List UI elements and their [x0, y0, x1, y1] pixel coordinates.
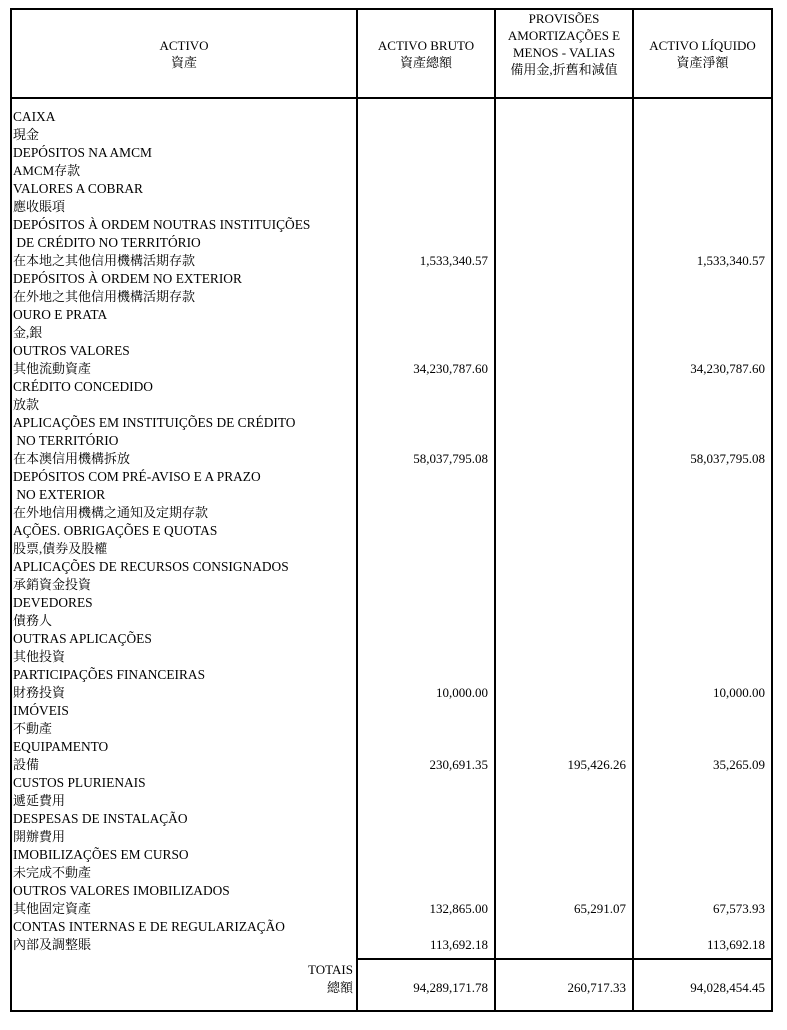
- row-label-zh: 遞延費用: [13, 793, 66, 808]
- totals-label-zh: 總額: [326, 980, 353, 995]
- row-label-zh: 在外地之其他信用機構活期存款: [13, 289, 196, 304]
- table-row: [12, 738, 771, 774]
- row-label-pt: CAIXA: [13, 109, 56, 124]
- row-label-pt-continued: NO EXTERIOR: [13, 487, 106, 502]
- row-label-pt: DEVEDORES: [13, 595, 93, 610]
- row-provisoes: 195,426.26: [567, 757, 626, 772]
- row-activo-bruto: 1,533,340.57: [419, 253, 488, 268]
- row-activo-liquido: 1,533,340.57: [696, 253, 765, 268]
- row-label-pt: CRÉDITO CONCEDIDO: [13, 379, 153, 394]
- row-label-pt: DEPÓSITOS À ORDEM NO EXTERIOR: [13, 271, 242, 286]
- row-label-zh: 放款: [13, 397, 40, 412]
- header-provisoes-line2: AMORTIZAÇÕES E: [507, 28, 621, 43]
- row-label-zh: 股票,債券及股權: [13, 541, 108, 556]
- row-label-pt: DEPÓSITOS COM PRÉ-AVISO E A PRAZO: [13, 469, 261, 484]
- row-label-zh: 其他投資: [13, 649, 66, 664]
- table-row: [12, 270, 771, 306]
- row-activo-bruto: 132,865.00: [429, 901, 488, 916]
- header-activo-label: ACTIVO: [159, 38, 209, 53]
- row-label-pt: EQUIPAMENTO: [13, 739, 109, 754]
- balance-sheet-table: [10, 8, 773, 1012]
- table-row: [12, 774, 771, 810]
- row-activo-liquido: 35,265.09: [713, 757, 765, 772]
- table-row: [12, 468, 771, 522]
- row-label-pt: VALORES A COBRAR: [13, 181, 143, 196]
- row-label-zh: 現金: [13, 127, 40, 142]
- row-activo-bruto: 58,037,795.08: [413, 451, 488, 466]
- header-liquido-label: ACTIVO LÍQUIDO: [649, 38, 756, 53]
- row-label-pt: DEPÓSITOS NA AMCM: [13, 145, 152, 160]
- table-row: [12, 846, 771, 882]
- header-liquido-label-zh: 資產淨額: [676, 55, 729, 70]
- row-label-pt: APLICAÇÕES EM INSTITUIÇÕES DE CRÉDITO: [13, 415, 296, 430]
- row-label-zh: 在本澳信用機構拆放: [13, 451, 131, 466]
- row-activo-bruto: 230,691.35: [429, 757, 488, 772]
- row-activo-liquido: 58,037,795.08: [690, 451, 765, 466]
- row-label-pt: OURO E PRATA: [13, 307, 108, 322]
- header-activo: [12, 10, 356, 98]
- row-label-zh: 在本地之其他信用機構活期存款: [13, 253, 196, 268]
- row-activo-liquido: 34,230,787.60: [690, 361, 765, 376]
- header-provisoes: [496, 10, 632, 98]
- totals-provisoes: 260,717.33: [567, 980, 626, 995]
- table-row: [12, 702, 771, 738]
- totals-label: TOTAIS: [308, 962, 353, 977]
- table-row: [12, 180, 771, 216]
- table-row: [12, 216, 771, 270]
- row-label-zh: 其他流動資產: [13, 361, 92, 376]
- header-provisoes-line1: PROVISÕES: [528, 11, 600, 26]
- row-label-pt: CONTAS INTERNAS E DE REGULARIZAÇÃO: [13, 919, 285, 934]
- table-row: [12, 522, 771, 558]
- header-liquido: [634, 10, 771, 98]
- row-label-zh: 金,銀: [13, 325, 43, 340]
- table-row: [12, 558, 771, 594]
- table-row: [12, 630, 771, 666]
- row-activo-liquido: 10,000.00: [713, 685, 765, 700]
- row-activo-bruto: 10,000.00: [436, 685, 488, 700]
- row-label-pt: PARTICIPAÇÕES FINANCEIRAS: [13, 667, 206, 682]
- header-activo-label-zh: 資產: [170, 55, 197, 70]
- row-label-pt: DEPÓSITOS À ORDEM NOUTRAS INSTITUIÇÕES: [13, 217, 311, 232]
- totals-bruto: 94,289,171.78: [413, 980, 488, 995]
- row-label-zh: 不動產: [13, 721, 53, 736]
- totals-row: [12, 960, 771, 1010]
- row-label-zh: 設備: [13, 757, 40, 772]
- row-label-pt: OUTROS VALORES: [13, 343, 130, 358]
- row-label-pt-continued: NO TERRITÓRIO: [13, 433, 119, 448]
- row-label-zh: 開辦費用: [13, 829, 66, 844]
- header-provisoes-line3: MENOS - VALIAS: [512, 45, 616, 60]
- row-label-zh: 未完成不動產: [13, 865, 92, 880]
- table-row: [12, 414, 771, 468]
- row-activo-liquido: 67,573.93: [713, 901, 765, 916]
- table-row: [12, 378, 771, 414]
- row-activo-bruto: 113,692.18: [429, 937, 488, 952]
- row-label-pt: DESPESAS DE INSTALAÇÃO: [13, 811, 188, 826]
- header-provisoes-label-zh: 備用金,折舊和減值: [510, 62, 618, 77]
- table-body: [12, 108, 771, 954]
- table-row: [12, 918, 771, 954]
- row-provisoes: 65,291.07: [574, 901, 626, 916]
- row-label-zh: AMCM存款: [13, 163, 81, 178]
- row-label-pt: OUTROS VALORES IMOBILIZADOS: [13, 883, 230, 898]
- row-activo-bruto: 34,230,787.60: [413, 361, 488, 376]
- row-label-pt: CUSTOS PLURIENAIS: [13, 775, 146, 790]
- table-row: [12, 342, 771, 378]
- row-label-pt: APLICAÇÕES DE RECURSOS CONSIGNADOS: [13, 559, 289, 574]
- totals-liquido: 94,028,454.45: [690, 980, 765, 995]
- header-bruto: [358, 10, 494, 98]
- header-bruto-label: ACTIVO BRUTO: [377, 38, 475, 53]
- row-label-zh: 在外地信用機構之通知及定期存款: [13, 505, 209, 520]
- row-label-zh: 應收賬項: [13, 199, 66, 214]
- table-row: [12, 810, 771, 846]
- header-bruto-label-zh: 資產總額: [399, 55, 452, 70]
- table-row: [12, 594, 771, 630]
- table-row: [12, 108, 771, 144]
- row-label-pt: IMÓVEIS: [13, 703, 69, 718]
- row-label-pt: AÇÕES. OBRIGAÇÕES E QUOTAS: [13, 523, 218, 538]
- row-label-zh: 債務人: [13, 613, 53, 628]
- table-row: [12, 144, 771, 180]
- row-label-pt-continued: DE CRÉDITO NO TERRITÓRIO: [13, 235, 201, 250]
- table-row: [12, 306, 771, 342]
- row-activo-liquido: 113,692.18: [706, 937, 765, 952]
- row-label-pt: OUTRAS APLICAÇÕES: [13, 631, 152, 646]
- table-row: [12, 666, 771, 702]
- row-label-zh: 財務投資: [13, 685, 66, 700]
- row-label-zh: 其他固定資產: [13, 901, 92, 916]
- row-label-zh: 承銷資金投資: [13, 577, 92, 592]
- table-row: [12, 882, 771, 918]
- row-label-zh: 內部及調整賬: [13, 937, 92, 952]
- row-label-pt: IMOBILIZAÇÕES EM CURSO: [13, 847, 189, 862]
